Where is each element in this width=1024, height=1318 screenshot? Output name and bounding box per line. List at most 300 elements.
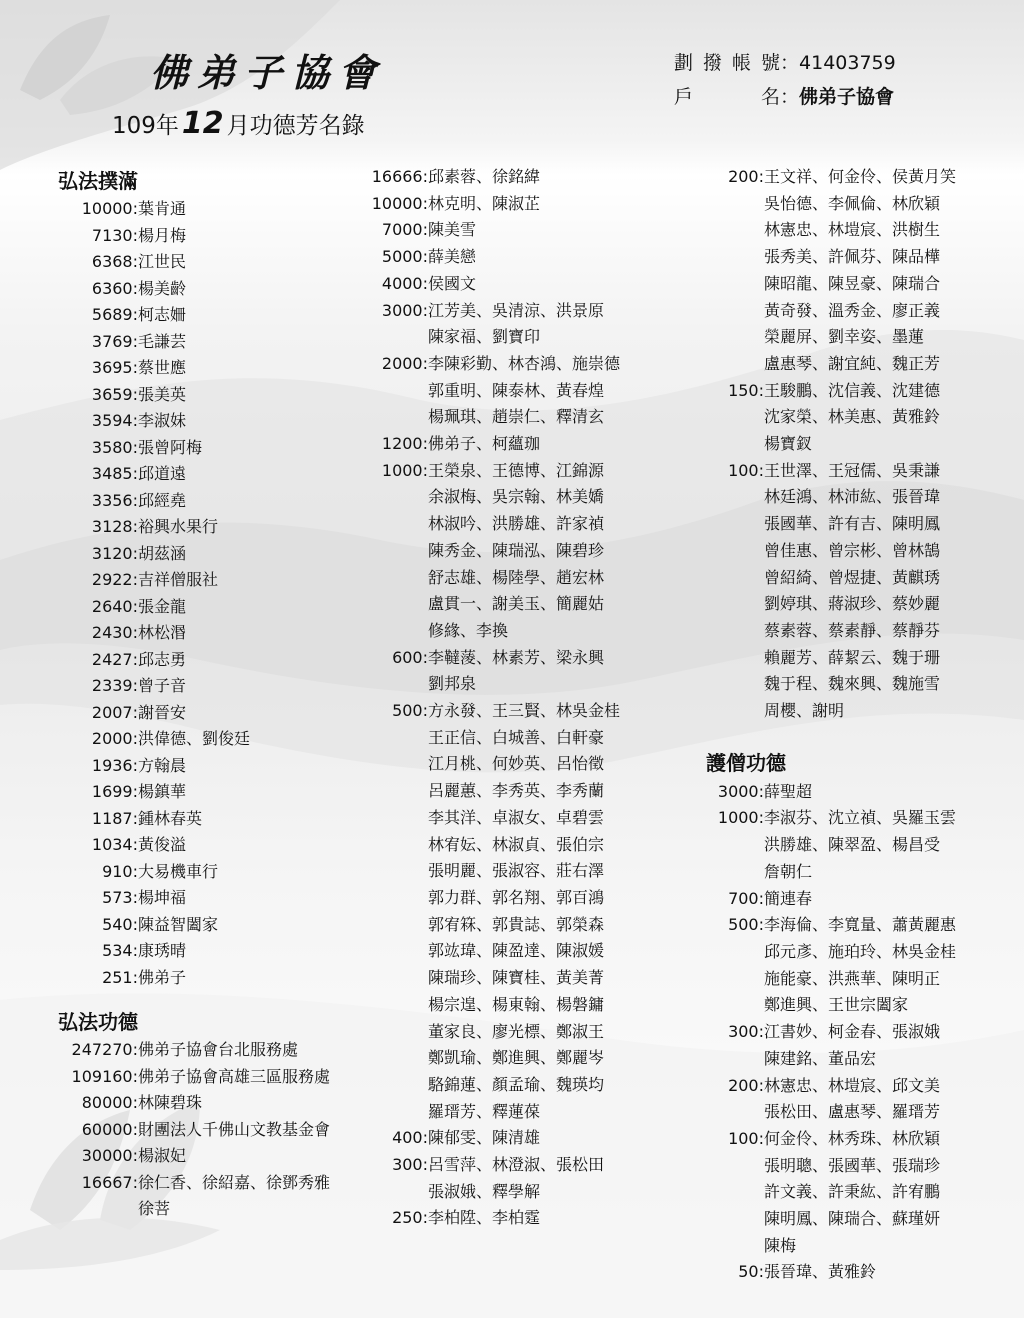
donation-entry (58, 382, 330, 409)
donor-names (764, 164, 956, 378)
donor-names-line: 江芳美、吳清涼、洪景原 (428, 300, 605, 320)
donor-names (138, 302, 186, 329)
donation-entry (58, 329, 330, 356)
donor-names (428, 244, 476, 271)
donation-entry (366, 351, 620, 431)
donor-names-line: 李淑芬、沈立禎、吳羅玉雲 (764, 808, 957, 828)
donation-entry (58, 355, 330, 382)
donor-names (138, 673, 186, 700)
donor-names-line: 薛美戀 (428, 247, 477, 267)
donor-names-line: 施能豪、洪燕華、陳明正 (764, 968, 941, 988)
donation-amount: 7130: (91, 225, 138, 245)
donor-names-line: 楊宗遑、楊東翰、楊磐鏞 (428, 994, 605, 1014)
donor-names (428, 191, 540, 218)
donor-names-line: 駱錦蓮、顏孟瑜、魏瑛均 (428, 1074, 605, 1094)
donor-names (138, 859, 218, 886)
donor-names (428, 431, 540, 458)
donor-names (138, 965, 186, 992)
donor-names (138, 938, 186, 965)
donor-list (58, 1037, 330, 1223)
donation-entry (58, 859, 330, 886)
donor-names-line: 江月桃、何妙英、呂怡徵 (428, 754, 605, 774)
donor-names-line: 王世澤、王冠儒、吳秉謙 (764, 460, 941, 480)
donor-names (138, 753, 186, 780)
donation-entry (706, 164, 956, 378)
donor-names-line: 陳美雪 (428, 220, 477, 240)
donor-names-line: 邱志勇 (138, 649, 187, 669)
donation-entry (58, 488, 330, 515)
donation-amount: 150: (728, 380, 764, 400)
donor-names-line: 葉肯通 (138, 199, 187, 218)
donation-entry (58, 673, 330, 700)
donation-amount: 2430: (91, 623, 138, 642)
donor-names-line: 楊鎮華 (138, 782, 187, 801)
donation-amount: 1200: (381, 434, 428, 454)
donor-names-line: 曾佳惠、曾宗彬、曾林鵠 (764, 540, 941, 560)
donation-amount: 500: (728, 915, 764, 935)
donation-amount: 3128: (91, 517, 138, 536)
donor-names (764, 378, 940, 458)
donation-amount: 573: (102, 888, 138, 907)
donor-names-line: 林廷鴻、林沛紘、張晉瑋 (764, 487, 941, 507)
donation-entry (58, 567, 330, 594)
donor-names (428, 1205, 540, 1232)
donor-names-line: 楊淑妃 (138, 1146, 187, 1165)
donation-entry (706, 458, 956, 725)
donation-amount: 540: (102, 914, 138, 934)
donor-names-line: 陳明鳳、陳瑞合、蘇瑾妍 (764, 1209, 941, 1229)
donation-amount: 200: (728, 167, 764, 186)
donor-names-line: 佛弟子、柯蘊珈 (428, 434, 541, 454)
donor-names-line: 曾紹綺、曾煜捷、黃麒琇 (764, 567, 941, 587)
donation-entry (366, 271, 620, 298)
donor-list (706, 164, 956, 725)
donation-entry (58, 885, 330, 912)
donation-entry (366, 431, 620, 458)
donor-names (138, 912, 218, 939)
donor-names-line: 李海倫、李寬量、蕭黃麗惠 (764, 915, 957, 935)
donor-names-line: 張美英 (138, 384, 187, 404)
donation-amount: 2339: (91, 676, 138, 695)
donation-entry (58, 461, 330, 488)
donor-names-line: 佛弟子協會台北服務處 (138, 1040, 299, 1059)
donation-amount: 300: (392, 1155, 428, 1175)
donation-amount: 2640: (91, 596, 138, 616)
donation-amount: 80000: (81, 1093, 138, 1112)
donor-names-line: 劉邦泉 (428, 674, 477, 694)
donor-names-line: 修緣、李換 (428, 620, 509, 640)
donor-names (764, 1073, 940, 1126)
donor-names-line: 沈家榮、林美惠、黃雅鈴 (764, 407, 941, 427)
donation-amount: 2000: (381, 353, 428, 373)
donor-names-line: 謝晉安 (138, 702, 187, 722)
donor-list (366, 164, 620, 1232)
donation-amount: 3356: (91, 490, 138, 510)
donation-entry (366, 244, 620, 271)
donor-names-line: 陳梅 (764, 1235, 797, 1255)
donor-names-line: 徐仁香、徐紹嘉、徐鄧秀雅 (138, 1172, 331, 1192)
org-title: 佛弟子協會 (150, 50, 386, 95)
donation-amount: 3485: (91, 464, 138, 483)
donor-names-line: 李韃蔆、林素芳、梁永興 (428, 647, 605, 667)
donor-names-line: 林克明、陳淑芷 (428, 193, 541, 213)
donor-names-line: 李淑妹 (138, 411, 187, 430)
donation-amount: 3695: (91, 358, 138, 377)
donation-amount: 5689: (91, 305, 138, 324)
donor-names-line: 胡茲涵 (138, 543, 187, 563)
donation-amount: 4000: (381, 273, 428, 293)
section-title: 弘法功德 (58, 1010, 138, 1034)
donation-amount: 251: (102, 967, 138, 987)
donor-names (138, 647, 186, 674)
donor-names-line: 鄭進興、王世宗闔家 (764, 995, 909, 1015)
donation-entry (366, 698, 620, 1125)
donation-amount: 10000: (81, 199, 138, 218)
donation-entry (706, 1019, 956, 1072)
donor-names (428, 698, 620, 1125)
donor-names-line: 盧惠琴、謝宜純、魏正芳 (764, 353, 941, 373)
donor-names-line: 盧貫一、謝美玉、簡麗姑 (428, 594, 605, 614)
donor-names (138, 382, 186, 409)
donor-names (138, 594, 186, 621)
donor-names-line: 李柏陞、李柏霆 (428, 1208, 541, 1228)
donation-amount: 2922: (91, 570, 138, 589)
donation-amount: 300: (728, 1022, 764, 1042)
donor-names (138, 488, 186, 515)
donation-entry (366, 458, 620, 645)
donor-names-line: 邱道遠 (138, 464, 187, 483)
donor-names (764, 458, 940, 725)
holder-label: 戶 名 (674, 86, 780, 108)
donor-names-line: 劉婷琪、蔣淑珍、蔡妙麗 (764, 594, 941, 614)
donor-names (764, 805, 956, 885)
donation-entry (58, 620, 330, 647)
donor-names-line: 楊美齡 (138, 278, 187, 298)
donation-amount: 100: (728, 1128, 764, 1148)
donor-names (428, 164, 540, 191)
donor-names (138, 196, 186, 223)
donor-names-line: 陳瑞珍、陳寶桂、黃美菁 (428, 968, 605, 988)
donor-names-line: 林宥妘、林淑貞、張伯宗 (428, 834, 605, 854)
donation-amount: 6368: (91, 252, 138, 271)
donor-names (138, 276, 186, 303)
donation-entry (366, 164, 620, 191)
donation-amount: 1936: (91, 755, 138, 775)
donation-entry (58, 938, 330, 965)
account-info: 劃撥帳號：41403759 戶 名：佛弟子協會 (674, 46, 896, 114)
donation-entry (58, 594, 330, 621)
donor-names (764, 1126, 940, 1260)
donation-amount: 3594: (91, 411, 138, 430)
donor-names-line: 黃俊溢 (138, 835, 187, 854)
donor-names (138, 408, 186, 435)
donor-names-line: 詹朝仁 (764, 861, 813, 881)
donor-names-line: 張秀美、許佩芬、陳品樺 (764, 247, 941, 267)
donor-names-line: 邱經堯 (138, 490, 187, 510)
donor-names (138, 726, 250, 753)
donation-entry (58, 1117, 330, 1144)
donation-amount: 109160: (71, 1066, 138, 1086)
donation-entry (706, 779, 956, 806)
donor-names-line: 王文祥、何金伶、侯黃月笑 (764, 167, 957, 186)
donor-names-line: 楊坤福 (138, 888, 187, 907)
donor-names-line: 王榮泉、王德博、江錦源 (428, 460, 605, 480)
donor-names-line: 裕興水果行 (138, 517, 219, 536)
donor-names-line: 佛弟子協會高雄三區服務處 (138, 1066, 331, 1086)
donor-names-line: 張淑娥、釋學解 (428, 1181, 541, 1201)
donor-list (58, 196, 330, 991)
donor-names-line: 柯志姍 (138, 305, 187, 324)
donation-entry (58, 700, 330, 727)
donation-entry (58, 302, 330, 329)
donation-amount: 30000: (81, 1146, 138, 1165)
donation-amount: 3659: (91, 384, 138, 404)
donor-list (706, 779, 956, 1286)
donation-entry (366, 298, 620, 351)
donor-names-line: 佛弟子 (138, 967, 187, 987)
column-1 (58, 166, 330, 1223)
donation-entry (58, 541, 330, 568)
donor-names-line: 董家良、廖光標、鄭淑王 (428, 1021, 605, 1041)
donation-entry (706, 886, 956, 913)
donor-names (138, 461, 186, 488)
donor-names-line: 邱元彥、施珀玲、林吳金桂 (764, 941, 957, 961)
donor-names-line: 方永發、王三賢、林吳金桂 (428, 701, 621, 721)
subtitle-month: 12 (181, 106, 224, 141)
donor-names-line: 陳益智闔家 (138, 914, 219, 934)
donor-names-line: 舒志雄、楊陸學、趙宏林 (428, 567, 605, 587)
account-number: 41403759 (799, 52, 896, 74)
donation-entry (58, 779, 330, 806)
donation-entry (366, 1205, 620, 1232)
donor-names-line: 張松田、盧惠琴、羅瑨芳 (764, 1102, 941, 1122)
donation-amount: 3000: (381, 300, 428, 320)
donation-entry (366, 217, 620, 244)
donor-names-line: 邱素蓉、徐銘緯 (428, 167, 541, 186)
donor-names-line: 郭宥箖、郭貴誌、郭榮森 (428, 914, 605, 934)
donor-names-line: 榮麗屏、劉幸姿、墨蓮 (764, 327, 925, 347)
donation-entry (58, 726, 330, 753)
donation-entry (58, 1090, 330, 1117)
donation-amount: 2007: (91, 702, 138, 722)
donor-names-line: 洪偉德、劉俊廷 (138, 729, 251, 748)
donor-names (138, 1143, 186, 1170)
donation-amount: 16666: (371, 167, 428, 186)
donor-names-line: 李其洋、卓淑女、卓碧雲 (428, 807, 605, 827)
subtitle-year: 109年 (112, 113, 179, 139)
donor-names (138, 567, 218, 594)
donation-amount: 534: (102, 941, 138, 960)
donor-names-line: 鍾林春英 (138, 808, 203, 828)
donor-names (764, 886, 812, 913)
donation-amount: 200: (728, 1075, 764, 1095)
donation-amount: 1187: (91, 808, 138, 828)
holder-name: 佛弟子協會 (799, 86, 895, 108)
donation-amount: 3769: (91, 331, 138, 351)
donor-names (764, 912, 956, 1019)
donor-names (428, 458, 604, 645)
donor-names (428, 298, 604, 351)
donor-names (138, 620, 186, 647)
donor-names-line: 林憲忠、林塏宸、洪樹生 (764, 220, 941, 240)
donation-entry (706, 378, 956, 458)
donor-names (138, 806, 202, 833)
donor-names-line: 陳家福、劉寶印 (428, 327, 541, 347)
donation-entry (706, 912, 956, 1019)
donor-names-line: 方翰晨 (138, 755, 187, 775)
donation-amount: 50: (738, 1262, 764, 1282)
donation-amount: 1000: (381, 460, 428, 480)
donation-amount: 60000: (81, 1119, 138, 1139)
donation-amount: 7000: (381, 220, 428, 240)
donation-entry (58, 408, 330, 435)
subtitle-rest: 月功德芳名錄 (226, 113, 365, 139)
donation-amount: 910: (102, 861, 138, 881)
donor-names-line: 吳怡德、李佩倫、林欣穎 (764, 193, 941, 213)
donation-entry (58, 1170, 330, 1223)
donation-amount: 1000: (717, 808, 764, 828)
donor-names-line: 呂麗蕙、李秀英、李秀蘭 (428, 781, 605, 801)
donor-names-line: 大易機車行 (138, 861, 219, 881)
donation-amount: 2427: (91, 649, 138, 669)
donor-names (138, 885, 186, 912)
donor-names (138, 1064, 330, 1091)
donation-amount: 5000: (381, 247, 428, 267)
donor-names (138, 700, 186, 727)
donor-names (138, 1090, 202, 1117)
donor-names-line: 周櫻、謝明 (764, 701, 845, 721)
donation-entry (706, 1073, 956, 1126)
donor-names (138, 329, 186, 356)
donation-amount: 600: (392, 647, 428, 667)
donation-entry (58, 1064, 330, 1091)
donor-names-line: 許文義、許秉紘、許宥鵬 (764, 1182, 941, 1202)
donor-names-line: 林憲忠、林塏宸、邱文美 (764, 1075, 941, 1095)
donation-amount: 3120: (91, 543, 138, 563)
donation-entry (366, 1125, 620, 1152)
donor-names (138, 514, 218, 541)
donor-names-line: 張晉瑋、黃雅鈴 (764, 1262, 877, 1282)
donor-names-line: 魏于程、魏來興、魏施雪 (764, 674, 941, 694)
donation-entry (58, 753, 330, 780)
donor-names (764, 1019, 940, 1072)
donation-entry (58, 196, 330, 223)
donor-names-line: 財團法人千佛山文教基金會 (138, 1119, 331, 1139)
donation-amount: 3000: (717, 781, 764, 801)
donor-names-line: 李陳彩勤、林杏鴻、施崇德 (428, 353, 621, 373)
donation-entry (706, 1126, 956, 1260)
donation-entry (58, 806, 330, 833)
section-title: 護僧功德 (706, 750, 786, 775)
donation-entry (58, 514, 330, 541)
donor-names-line: 蔡素蓉、蔡素靜、蔡靜芬 (764, 620, 941, 640)
donor-names-line: 侯國文 (428, 273, 477, 293)
donation-amount: 100: (728, 460, 764, 480)
donor-names-line: 吉祥僧服社 (138, 570, 219, 589)
donation-amount: 250: (392, 1208, 428, 1228)
donor-names (428, 351, 620, 431)
donation-amount: 500: (392, 701, 428, 721)
donation-amount: 6360: (91, 278, 138, 298)
donor-names-line: 黃奇發、溫秀金、廖正義 (764, 300, 941, 320)
donor-names-line: 簡連春 (764, 888, 813, 908)
donor-names-line: 羅瑨芳、釋蓮葆 (428, 1101, 541, 1121)
donor-names-line: 王正信、白城善、白軒豪 (428, 727, 605, 747)
donor-names-line: 楊寶釵 (764, 434, 813, 454)
donor-names-line: 薛聖超 (764, 781, 813, 801)
donor-names-line: 康琇晴 (138, 941, 187, 960)
donor-names-line: 楊月梅 (138, 225, 187, 245)
donor-names (428, 1125, 540, 1152)
donor-names (138, 435, 202, 462)
donation-entry (58, 1143, 330, 1170)
donation-amount: 700: (728, 888, 764, 908)
donor-names (138, 779, 186, 806)
donor-names-line: 洪勝雄、陳翠盈、楊昌受 (764, 835, 941, 855)
column-3 (706, 164, 956, 1286)
donor-names (138, 832, 186, 859)
donation-amount: 16667: (81, 1172, 138, 1192)
section-title: 弘法撲滿 (58, 169, 138, 193)
donor-names (138, 1117, 330, 1144)
donor-names-line: 余淑梅、吳宗翰、林美嬌 (428, 487, 605, 507)
donor-names-line: 王駿鵬、沈信義、沈建德 (764, 380, 941, 400)
donation-entry (58, 249, 330, 276)
donor-names-line: 呂雪萍、林澄淑、張松田 (428, 1155, 605, 1175)
donor-names (764, 1259, 876, 1286)
donation-entry (58, 1037, 330, 1064)
donation-amount: 400: (392, 1128, 428, 1148)
donation-amount: 3580: (91, 437, 138, 457)
column-2 (366, 164, 620, 1232)
donation-entry (58, 832, 330, 859)
donor-names (138, 223, 186, 250)
donor-names-line: 林陳碧珠 (138, 1093, 203, 1112)
donation-entry (58, 223, 330, 250)
donor-names (428, 271, 476, 298)
report-subtitle (112, 106, 365, 141)
donation-entry (58, 435, 330, 462)
donation-entry (58, 912, 330, 939)
donor-names (428, 645, 604, 698)
donor-names-line: 郭重明、陳泰林、黃春煌 (428, 380, 605, 400)
donor-names-line: 鄭凱瑜、鄭進興、鄭麗岑 (428, 1048, 605, 1068)
donor-names-line: 張金龍 (138, 596, 187, 616)
donor-names-line: 陳秀金、陳瑞泓、陳碧珍 (428, 540, 605, 560)
donor-names (138, 249, 186, 276)
donation-amount: 2000: (91, 729, 138, 748)
donor-names-line: 賴麗芳、薛絜云、魏于珊 (764, 647, 941, 667)
donor-names (138, 1037, 298, 1064)
donor-names-line: 蔡世應 (138, 358, 187, 377)
donor-names-line: 郭力群、郭名翔、郭百鴻 (428, 887, 605, 907)
donor-names-line: 陳郁雯、陳清雄 (428, 1128, 541, 1148)
donor-names-line: 張明聰、張國華、張瑞珍 (764, 1155, 941, 1175)
donor-names-line: 陳昭龍、陳昱豪、陳瑞合 (764, 273, 941, 293)
donor-names (138, 541, 186, 568)
donation-amount: 247270: (71, 1040, 138, 1059)
donor-names-line: 郭竑瑋、陳盈達、陳淑媛 (428, 941, 605, 961)
donation-amount: 1699: (91, 782, 138, 801)
donor-names-line: 江書妙、柯金春、張淑娥 (764, 1022, 941, 1042)
donor-names-line: 何金伶、林秀珠、林欣穎 (764, 1128, 941, 1148)
donation-entry (706, 805, 956, 885)
donor-names-line: 毛謙芸 (138, 331, 187, 351)
donation-amount: 10000: (371, 193, 428, 213)
donation-entry (366, 645, 620, 698)
donor-names-line: 徐菩 (138, 1199, 171, 1218)
donor-names (138, 355, 186, 382)
